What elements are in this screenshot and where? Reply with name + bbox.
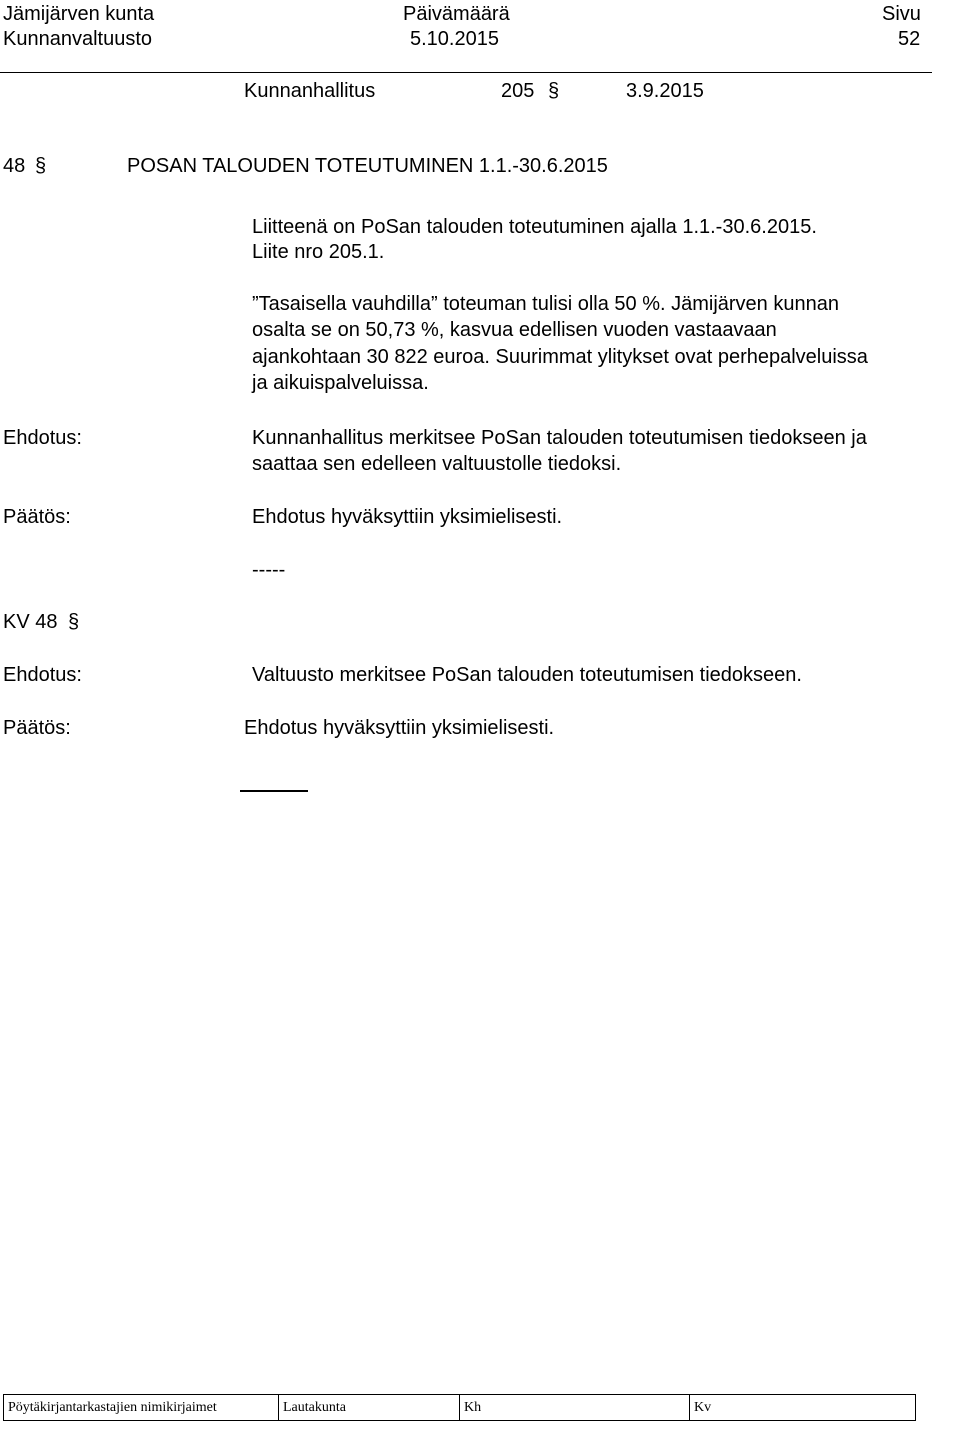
footer-row [4,1395,916,1421]
kv-section-sign: § [68,611,80,633]
header-org: Jämijärven kunta [3,3,155,25]
body-line-3: ajankohtaan 30 822 euroa. Suurimmat ylitykset ovat perhepalveluissa [252,346,868,368]
separator: ----- [252,559,286,581]
kh-decision-label: Päätös: [3,506,71,528]
end-line [240,790,308,792]
header-page-label: Sivu [882,3,921,25]
kv-proposal-text: Valtuusto merkitsee PoSan talouden toteutumisen tiedokseen. [252,664,802,686]
kh-proposal-line-2: saattaa sen edelleen valtuustolle tiedoksi. [252,453,622,475]
footer-cell-board: Lautakunta [279,1395,460,1421]
header-date-label: Päivämäärä [403,3,510,25]
signature-footer [3,1394,916,1421]
header-body: Kunnanvaltuusto [3,28,153,50]
kv-section-label: KV 48 [3,611,58,633]
section-sign: § [35,155,47,177]
footer-cell-inspectors: Pöytäkirjantarkastajien nimikirjaimet [4,1395,279,1421]
footer-cell-kv: Kv [690,1395,916,1421]
kh-proposal-line-1: Kunnanhallitus merkitsee PoSan talouden toteutumisen tiedokseen ja [252,427,867,449]
intro-line-1: Liitteenä on PoSan talouden toteutuminen ajalla 1.1.-30.6.2015. [252,216,817,238]
ref-section-sign: § [548,80,560,102]
kh-decision-text: Ehdotus hyväksyttiin yksimielisesti. [252,506,563,528]
section-number: 48 [3,155,26,177]
kv-decision-label: Päätös: [3,717,71,739]
ref-date: 3.9.2015 [626,80,704,102]
body-line-1: ”Tasaisella vauhdilla” toteuman tulisi olla 50 %. Jämijärven kunnan [252,293,839,315]
intro-line-2: Liite nro 205.1. [252,241,385,263]
body-line-2: osalta se on 50,73 %, kasvua edellisen vuoden vastaavaan [252,319,777,341]
body-line-4: ja aikuispalveluissa. [252,372,429,394]
ref-body: Kunnanhallitus [244,80,376,102]
header-date-value: 5.10.2015 [410,28,499,50]
section-title: POSAN TALOUDEN TOTEUTUMINEN 1.1.-30.6.2015 [127,155,608,177]
ref-number: 205 [501,80,535,102]
header-page-value: 52 [898,28,921,50]
kv-proposal-label: Ehdotus: [3,664,82,686]
kh-proposal-label: Ehdotus: [3,427,82,449]
header-rule [0,72,932,73]
footer-cell-kh: Kh [460,1395,690,1421]
kv-decision-text: Ehdotus hyväksyttiin yksimielisesti. [244,717,555,739]
